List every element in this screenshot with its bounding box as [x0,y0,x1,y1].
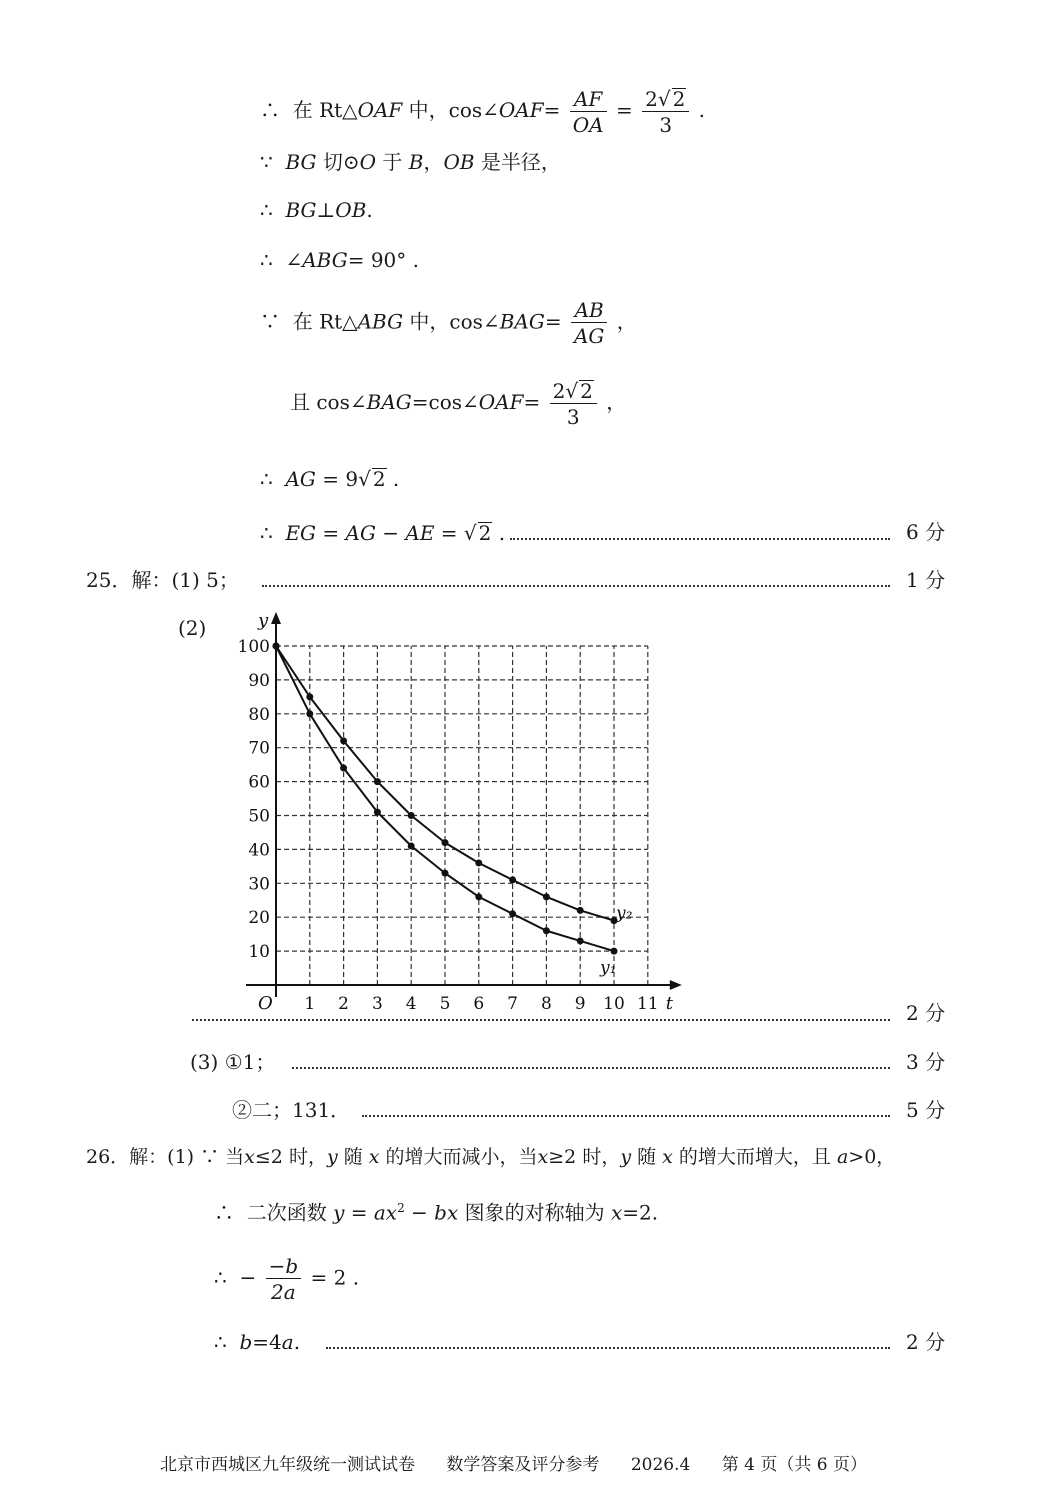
fraction-2root2-3: $\frac{2√ 2}{3}$ [642,88,689,135]
q24-line-3: ∴ BG⊥OB. [260,198,373,222]
data-point [577,937,584,944]
q24-line-7: ∴ AG = 9√ 2 . [260,467,400,491]
y-axis-label: y [258,610,269,631]
score-label: 6 分 [906,520,946,544]
q24-line-5: ∵ 在 Rt△ABG 中，cos∠BAG= $\frac{AB}{AG}$ ， [260,298,637,348]
score-label: 5 分 [906,1098,946,1122]
x-tick-label: 3 [371,994,383,1013]
data-point [509,876,516,883]
footer-date: 2026.4 [630,1455,691,1475]
data-point [543,927,550,934]
q24-line-1: ∴ 在 Rt△OAF 中，cos∠OAF= $\frac{AF}{OA}$ = $\frac{2√ 2}{3}$ . [260,86,706,137]
series-label-lower: y₁ [600,958,617,979]
x-tick-label: 2 [338,994,350,1013]
data-point [374,809,381,816]
data-point [509,910,516,917]
q24-line-4: ∴ ∠ABG= 90° . [260,248,419,272]
data-point [408,843,415,850]
footer-subject: 数学答案及评分参考 [446,1455,600,1475]
x-tick-label: 5 [439,994,451,1013]
data-point [475,859,482,866]
x-tick-label: 10 [603,994,625,1013]
data-point [577,907,584,914]
data-point [475,893,482,900]
q26-line-4: ∴ b=4a. [214,1330,301,1354]
data-point [273,643,280,650]
dot-leader [192,1019,890,1021]
q25-part1: 25．解：(1) 5； [86,568,239,592]
y-tick-label: 60 [248,772,270,793]
data-point [306,693,313,700]
y-tick-label: 90 [248,670,270,691]
q25-part3b: ②二；131． [232,1098,351,1122]
y-tick-label: 20 [248,908,270,929]
dot-leader [262,585,890,587]
fraction-2root2-3-b: $\frac{2√ 2}{3}$ [550,380,597,427]
x-tick-label: 1 [304,994,316,1013]
data-point [408,812,415,819]
q25-part3: (3) ①1； [190,1050,276,1074]
q25-part2: (2) [178,616,207,640]
y-tick-label: 30 [248,874,270,895]
dot-leader [326,1347,890,1349]
series-label-upper: y₂ [616,903,633,924]
q24-line-2: ∵ BG 切⊙O 于 B，OB 是半径， [260,150,561,174]
q26-line-2: ∴ 二次函数 $y = ax^2$ − bx 图象的对称轴为 x=2. [214,1200,659,1225]
footer-page: 第 4 页（共 6 页） [721,1455,867,1475]
x-axis-label: t [665,993,674,1013]
data-point [442,870,449,877]
q26-line-1: 26．解：(1) ∵ 当x≤2 时，y 随 x 的增大而减小，当x≥2 时，y 随 x 的增大而增大，且 a>0， [86,1146,896,1168]
score-label: 1 分 [906,568,946,592]
y-tick-label: 100 [237,637,270,657]
x-tick-label: 8 [540,994,552,1013]
y-tick-label: 40 [248,840,270,861]
y-axis-arrow [271,612,281,624]
fraction-neg-b-2a: $\frac{-b}{2a}$ [266,1256,302,1302]
fraction-ab-ag: $\frac{AB}{AG}$ [571,300,607,346]
page-footer [160,1450,893,1475]
x-tick-label: 7 [507,994,519,1013]
q24-line-6: 且 cos∠BAG=cos∠OAF= $\frac{2√ 2}{3}$ ， [290,379,627,429]
data-point [340,765,347,772]
data-point [543,893,550,900]
x-axis-arrow [670,980,682,990]
score-label: 2 分 [906,1001,946,1025]
footer-school: 北京市西城区九年级统一测试试卷 [160,1455,415,1475]
fraction-af-oa: $\frac{AF}{OA}$ [570,89,607,135]
origin-label: O [258,993,273,1013]
y-tick-label: 70 [248,738,270,759]
data-point [340,737,347,744]
dot-leader [292,1067,890,1069]
data-point [611,948,618,955]
score-label: 2 分 [906,1330,946,1354]
score-label: 3 分 [906,1050,946,1074]
dot-leader [510,538,890,540]
x-tick-label: 4 [405,994,417,1013]
dot-leader [362,1115,890,1117]
data-point [442,839,449,846]
x-tick-label: 6 [473,994,485,1013]
x-tick-label: 9 [574,994,586,1013]
y-tick-label: 10 [248,942,270,963]
y-tick-label: 80 [248,704,270,725]
function-graph [228,605,688,1013]
q24-line-8: ∴ EG = AG − AE = √ 2 . [260,521,506,545]
q26-line-3: ∴ − $\frac{-b}{2a}$ = 2 . [214,1254,360,1304]
y-tick-label: 50 [248,806,270,827]
x-tick-label: 11 [636,994,659,1013]
data-point [374,778,381,785]
data-point [306,710,313,717]
